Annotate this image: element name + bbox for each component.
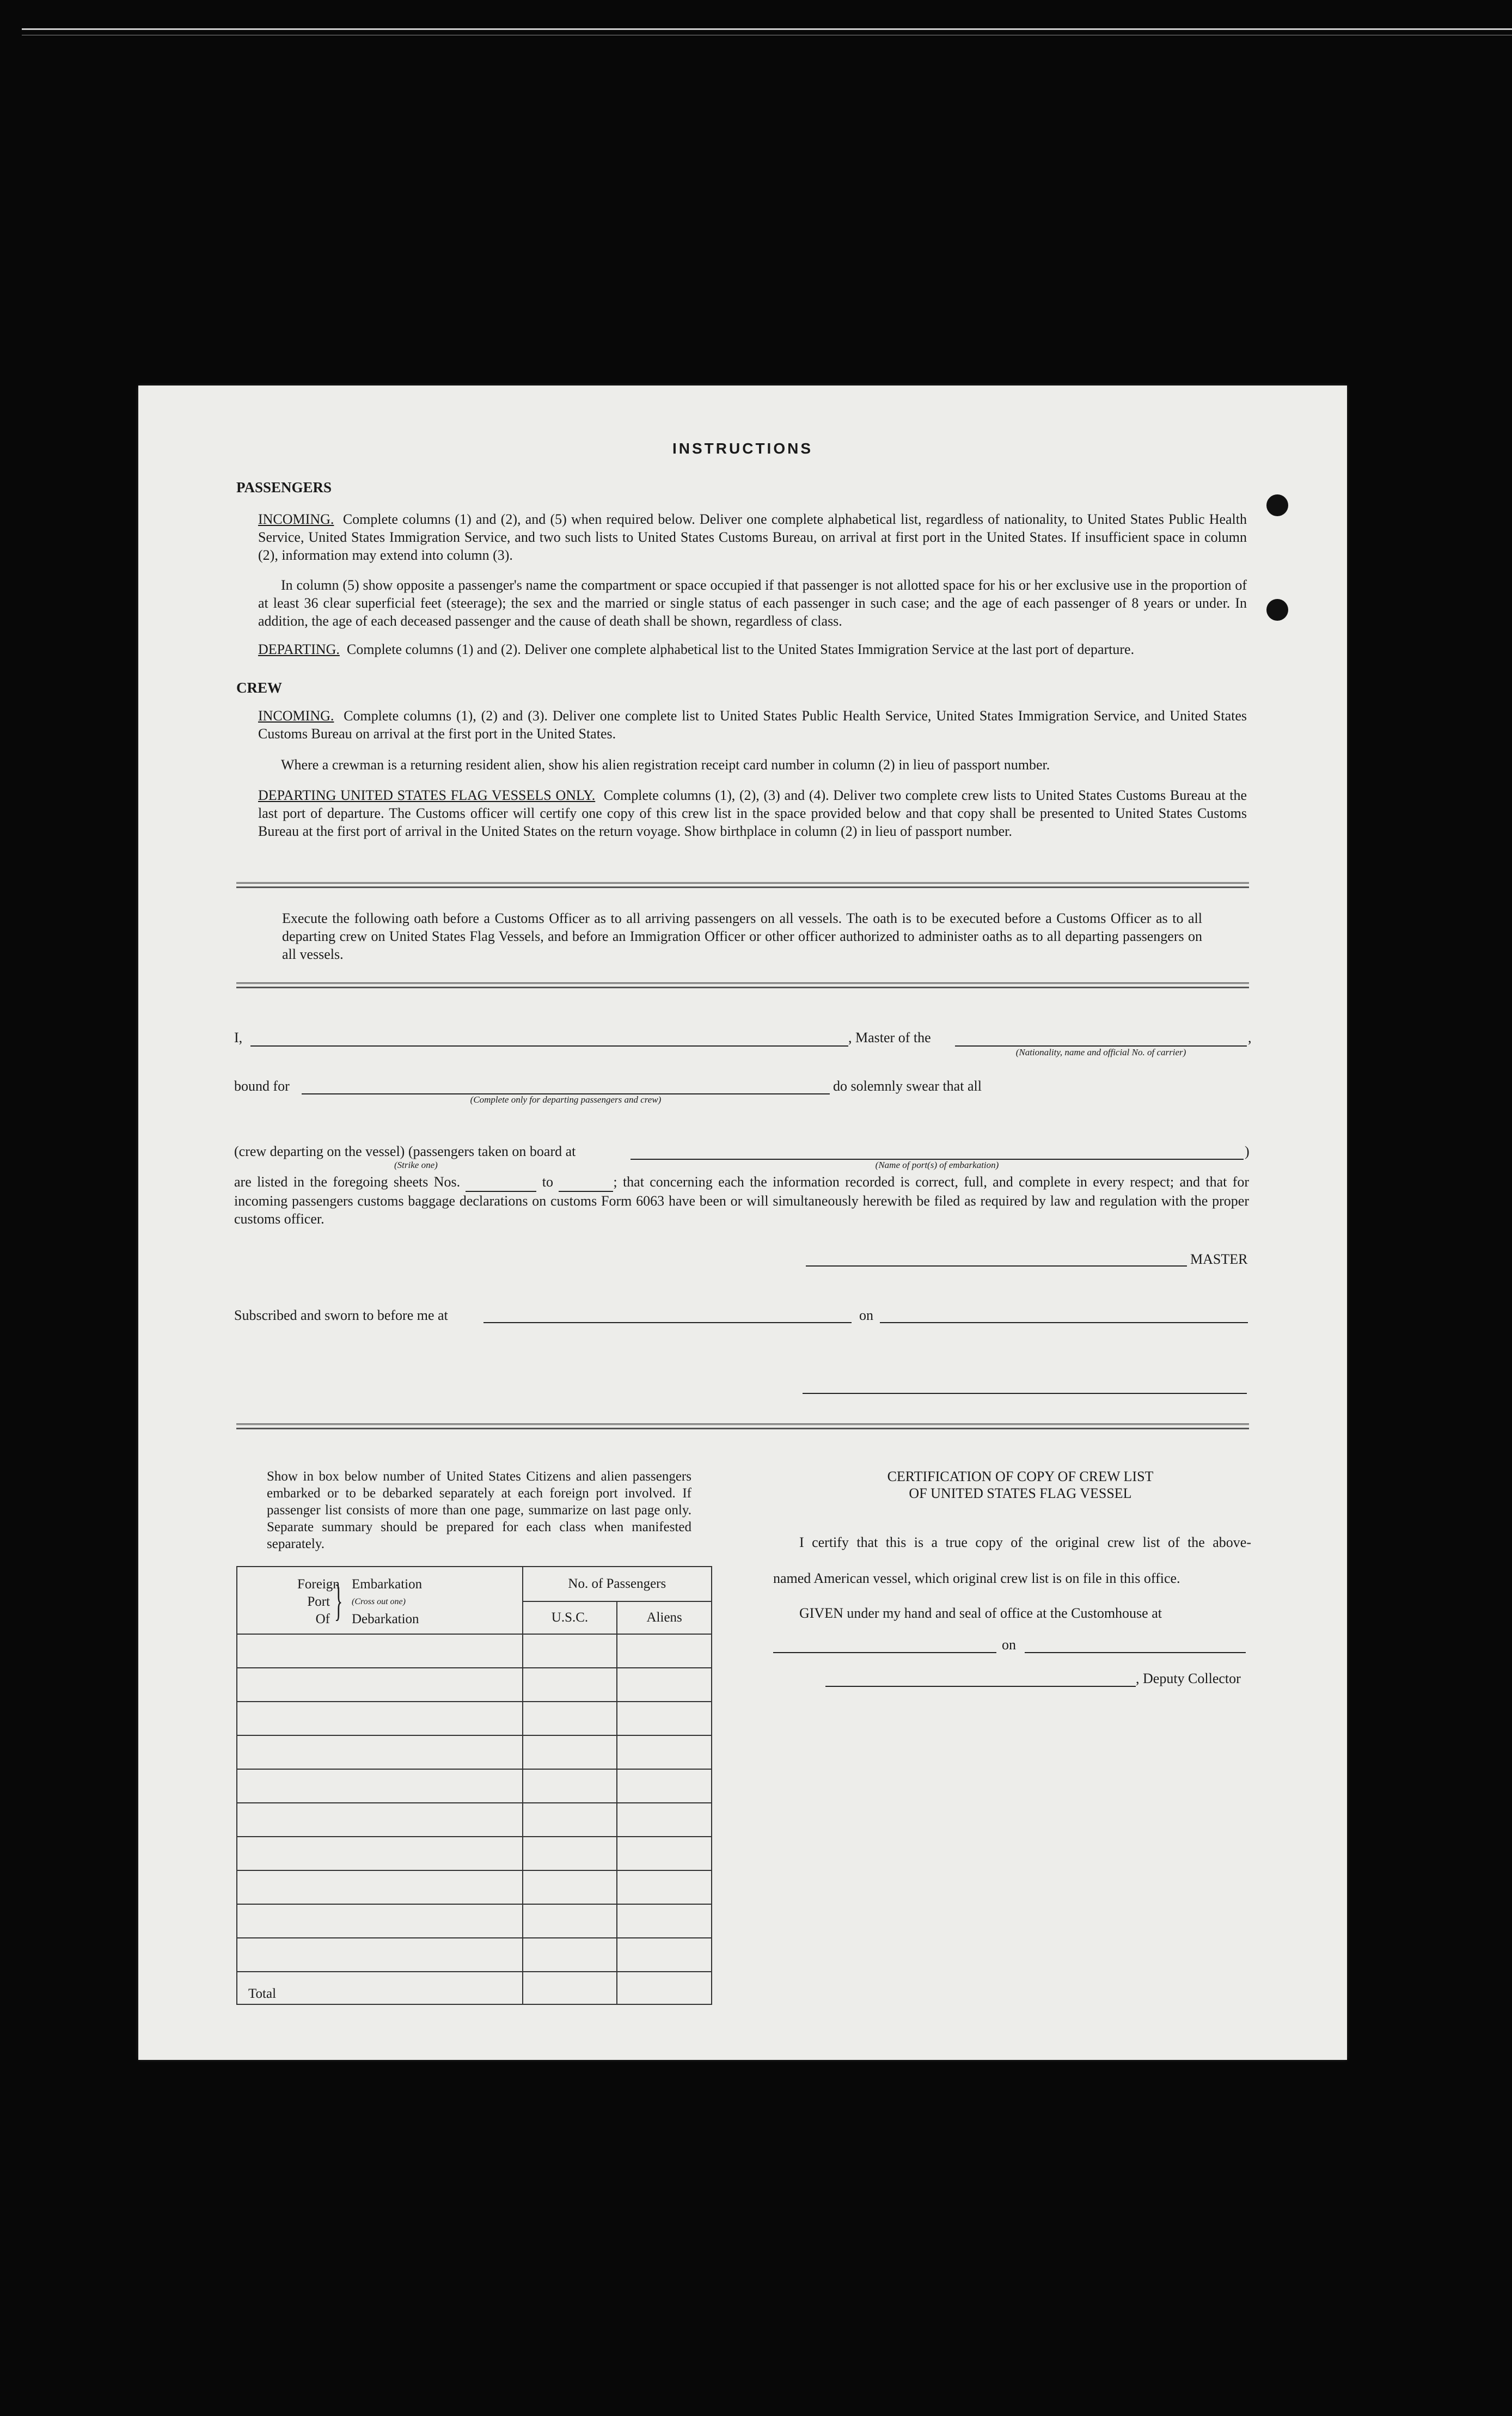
ports-caption: (Name of port(s) of embarkation) xyxy=(875,1160,999,1170)
debarkation-label: Debarkation xyxy=(352,1612,419,1626)
comma: , xyxy=(1248,1030,1252,1045)
usc-cell[interactable] xyxy=(523,1634,617,1668)
divider xyxy=(236,982,1249,988)
officer-signature-field[interactable] xyxy=(803,1393,1247,1394)
sworn-on-label: on xyxy=(859,1307,873,1323)
sheet-to-field[interactable] xyxy=(559,1173,613,1192)
crew-incoming-text: Complete columns (1), (2) and (3). Deliver one complete list to United States Public Health Service, United States Immigration Service, and United States Customs Bureau on arrival at the first port in the United States. xyxy=(258,708,1247,742)
aliens-cell[interactable] xyxy=(617,1803,712,1837)
foreign-label: Foreign xyxy=(297,1577,340,1592)
table-header-row xyxy=(237,1567,712,1601)
punch-hole xyxy=(1266,494,1288,516)
total-row xyxy=(237,1972,712,2004)
total-label: Total xyxy=(237,1972,523,2004)
embarkation-label: Embarkation xyxy=(352,1577,423,1592)
port-cell[interactable] xyxy=(237,1769,523,1803)
usc-cell[interactable] xyxy=(523,1938,617,1972)
port-label: Port xyxy=(307,1594,330,1609)
sworn-at-field[interactable] xyxy=(483,1322,852,1323)
table-row xyxy=(237,1870,712,1904)
port-cell[interactable] xyxy=(237,1904,523,1938)
port-cell[interactable] xyxy=(237,1938,523,1972)
cert-title-1: CERTIFICATION OF COPY OF CREW LIST xyxy=(887,1469,1154,1484)
port-cell[interactable] xyxy=(237,1668,523,1702)
sheet-from-field[interactable] xyxy=(466,1173,536,1192)
port-cell[interactable] xyxy=(237,1803,523,1837)
carrier-caption: (Nationality, name and official No. of carrier) xyxy=(1015,1047,1186,1057)
scan-edge-line xyxy=(22,28,1512,30)
swear-label: do solemnly swear that all xyxy=(833,1078,982,1094)
brace-icon: } xyxy=(334,1577,343,1625)
master-signature-field[interactable] xyxy=(806,1265,1187,1267)
listed-text-1: ; that concerning each the information recorded is correct, full, and complete in every respect; xyxy=(613,1174,1174,1190)
master-label: MASTER xyxy=(1190,1251,1248,1267)
oath-instructions-block xyxy=(282,909,1202,963)
crew-resident xyxy=(258,756,1247,774)
subscribed-label: Subscribed and sworn to before me at xyxy=(234,1307,448,1323)
port-cell[interactable] xyxy=(237,1870,523,1904)
table-row xyxy=(237,1702,712,1735)
listed-paragraph xyxy=(234,1173,1249,1228)
table-row xyxy=(237,1634,712,1668)
table-row xyxy=(237,1938,712,1972)
passengers-departing xyxy=(258,640,1247,658)
table-row xyxy=(237,1769,712,1803)
to-label: to xyxy=(542,1174,554,1190)
aliens-cell[interactable] xyxy=(617,1735,712,1769)
aliens-cell[interactable] xyxy=(617,1837,712,1870)
cert-text-1: I certify that this is a true copy of the original crew list of the above- xyxy=(799,1534,1251,1550)
crew-departing-text: Complete columns (1), (2), (3) and (4). Deliver two complete crew lists to United States Customs Bureau at the last port of departure. The Customs officer will certify one copy of this crew list in the space provided below and that copy shall be presented to United States Customs Bureau at the first port of arrival in the United States on the return voyage. Show birthplace in column (2) in lieu of passport number. xyxy=(258,787,1247,839)
aliens-header: Aliens xyxy=(617,1601,712,1634)
usc-cell[interactable] xyxy=(523,1904,617,1938)
cross-out-caption: (Cross out one) xyxy=(352,1597,406,1606)
summary-instructions-block xyxy=(267,1468,691,1552)
cert-date-field[interactable] xyxy=(1025,1652,1246,1653)
usc-cell[interactable] xyxy=(523,1769,617,1803)
bound-for-caption: (Complete only for departing passengers and crew) xyxy=(470,1094,662,1105)
oath-i-label: I, xyxy=(234,1030,243,1045)
crew-heading: CREW xyxy=(236,680,283,696)
deputy-label: , Deputy Collector xyxy=(1136,1671,1241,1686)
table-row xyxy=(237,1668,712,1702)
port-cell[interactable] xyxy=(237,1634,523,1668)
crew-incoming xyxy=(258,707,1247,743)
passengers-incoming xyxy=(258,510,1247,564)
aliens-cell[interactable] xyxy=(617,1904,712,1938)
aliens-cell[interactable] xyxy=(617,1702,712,1735)
passenger-summary-table xyxy=(236,1566,712,2005)
foreign-port-header xyxy=(237,1567,523,1634)
of-label: Of xyxy=(315,1612,330,1626)
sworn-on-field[interactable] xyxy=(880,1322,1248,1323)
bound-for-label: bound for xyxy=(234,1078,290,1094)
aliens-cell[interactable] xyxy=(617,1769,712,1803)
summary-instructions: Show in box below number of United States Citizens and alien passengers embarked or to be debarked separately at each foreign port involved. If passenger list consists of more than one page, summarize on last page only. Separate summary should be prepared for each class when manifested separately. xyxy=(267,1469,691,1551)
port-cell[interactable] xyxy=(237,1837,523,1870)
departing-text: Complete columns (1) and (2). Deliver one complete alphabetical list to the United States Immigration Service at the last port of departure. xyxy=(346,641,1135,657)
crew-passengers-label: (crew departing on the vessel) (passengers taken on board at xyxy=(234,1143,576,1159)
usc-cell[interactable] xyxy=(523,1803,617,1837)
total-aliens-cell[interactable] xyxy=(617,1972,712,2004)
closing-paren: ) xyxy=(1245,1143,1250,1159)
table-row xyxy=(237,1735,712,1769)
cert-title-2: OF UNITED STATES FLAG VESSEL xyxy=(909,1485,1132,1501)
aliens-cell[interactable] xyxy=(617,1668,712,1702)
total-usc-cell[interactable] xyxy=(523,1972,617,2004)
cert-text-3: GIVEN under my hand and seal of office at the Customhouse at xyxy=(799,1605,1162,1621)
divider xyxy=(236,1423,1249,1429)
divider xyxy=(236,882,1249,888)
cert-text-2: named American vessel, which original crew list is on file in this office. xyxy=(773,1570,1180,1586)
passengers-heading: PASSENGERS xyxy=(236,479,332,496)
no-of-passengers-header: No. of Passengers xyxy=(523,1567,712,1601)
master-of-label: , Master of the xyxy=(848,1030,931,1045)
usc-header: U.S.C. xyxy=(523,1601,617,1634)
table-row xyxy=(237,1803,712,1837)
usc-cell[interactable] xyxy=(523,1870,617,1904)
customhouse-field[interactable] xyxy=(773,1652,996,1653)
crew-departing-label: DEPARTING UNITED STATES FLAG VESSELS ONLY. xyxy=(258,787,596,803)
oath-instructions: Execute the following oath before a Customs Officer as to all arriving passengers on all vessels. The oath is to be executed before a Customs Officer as to all departing crew on United States Flag Vessels, and before an Immigration Officer or other officer authorized to administer oaths as to all departing passengers on all vessels. xyxy=(282,910,1202,962)
listed-text-2: and that for incoming passengers customs baggage declarations on customs Form 6063 have been or will simultaneously herewith be filed as required by law and regulation with the proper customs officer. xyxy=(234,1174,1250,1227)
table-row xyxy=(237,1837,712,1870)
crew-incoming-label: INCOMING. xyxy=(258,708,334,724)
cert-on-label: on xyxy=(1002,1637,1016,1653)
listed-prefix: are listed in the foregoing sheets Nos. xyxy=(234,1174,461,1190)
table-row xyxy=(237,1904,712,1938)
departing-label: DEPARTING. xyxy=(258,641,340,657)
aliens-cell[interactable] xyxy=(617,1870,712,1904)
port-cell[interactable] xyxy=(237,1735,523,1769)
aliens-cell[interactable] xyxy=(617,1634,712,1668)
column5-text: In column (5) show opposite a passenger's name the compartment or space occupied if that passenger is not allotted space for his or her exclusive use in the proportion of at least 36 clear superficial feet (steerage); the sex and the married or single status of each passenger in such case; and the age of each passenger of 8 years or under. In addition, the age of each deceased passenger and the cause of death shall be shown, regardless of class. xyxy=(258,577,1247,629)
carrier-field[interactable] xyxy=(955,1045,1247,1047)
deputy-signature-field[interactable] xyxy=(825,1686,1136,1687)
incoming-label: INCOMING. xyxy=(258,511,334,527)
instructions-title: INSTRUCTIONS xyxy=(672,440,813,457)
usc-cell[interactable] xyxy=(523,1668,617,1702)
passengers-column5 xyxy=(258,576,1247,630)
form-page xyxy=(138,386,1347,2060)
aliens-cell[interactable] xyxy=(617,1938,712,1972)
usc-cell[interactable] xyxy=(523,1735,617,1769)
port-cell[interactable] xyxy=(237,1702,523,1735)
master-name-field[interactable] xyxy=(250,1045,848,1047)
usc-cell[interactable] xyxy=(523,1702,617,1735)
incoming-text: Complete columns (1) and (2), and (5) when required below. Deliver one complete alphabetical list, regardless of nationality, to United States Public Health Service, United States Immigration Service, and two such lists to United States Customs Bureau, on arrival at first port in the United States. If insufficient space in column (2), information may extend into column (3). xyxy=(258,511,1247,563)
resident-text: Where a crewman is a returning resident alien, show his alien registration receipt card number in column (2) in lieu of passport number. xyxy=(281,757,1050,773)
crew-departing xyxy=(258,786,1247,840)
certification-title xyxy=(775,1468,1265,1502)
usc-cell[interactable] xyxy=(523,1837,617,1870)
punch-hole xyxy=(1266,599,1288,621)
strike-one-caption: (Strike one) xyxy=(394,1160,438,1170)
